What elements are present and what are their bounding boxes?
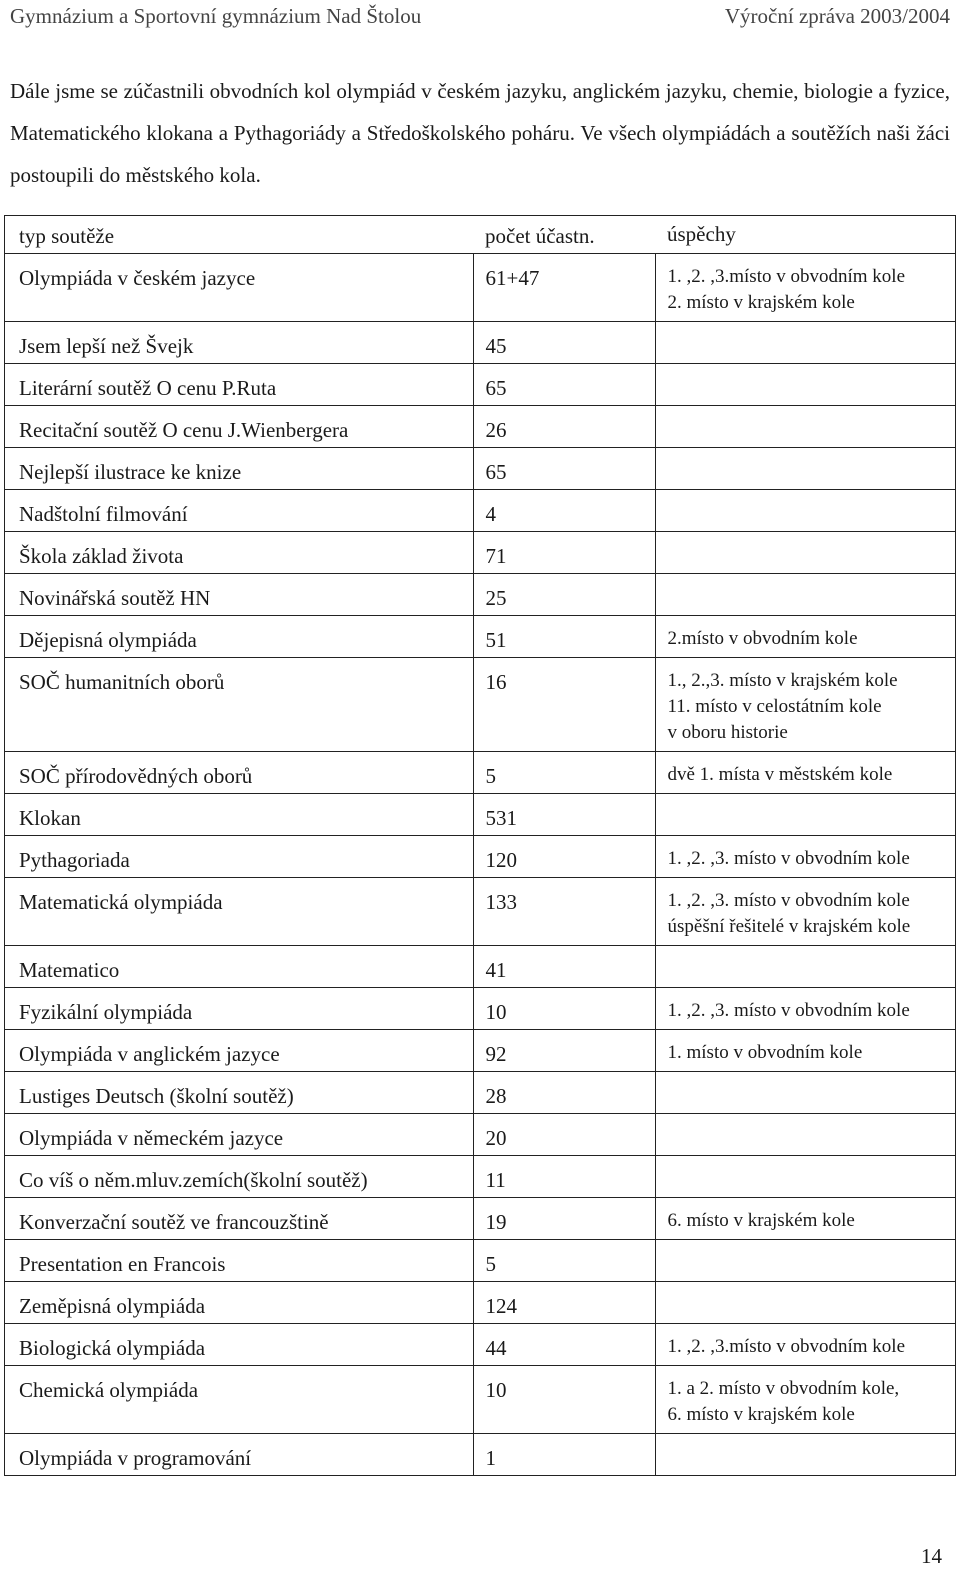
- table-row: [5, 1114, 956, 1156]
- table-row: [5, 490, 956, 532]
- competition-name: SOČ humanitních oborů: [5, 658, 474, 752]
- competition-results: [655, 1114, 956, 1156]
- table-row: [5, 448, 956, 490]
- participant-count: 26: [473, 406, 655, 448]
- competition-results: [655, 988, 956, 1030]
- result-line: 2. místo v krajském kole: [667, 292, 855, 313]
- competition-results: [655, 878, 956, 946]
- participant-count: 5: [473, 752, 655, 794]
- table-row: [5, 988, 956, 1030]
- competition-name: Chemická olympiáda: [5, 1366, 474, 1434]
- table-row: [5, 1240, 956, 1282]
- participant-count: 5: [473, 1240, 655, 1282]
- header-report: Výroční zpráva 2003/2004: [724, 4, 950, 28]
- table-row: [5, 322, 956, 364]
- competition-name: Olympiáda v programování: [5, 1434, 474, 1476]
- participant-count: 45: [473, 322, 655, 364]
- participant-count: 61+47: [473, 254, 655, 322]
- competition-name: Škola základ života: [5, 532, 474, 574]
- competition-results: [655, 946, 956, 988]
- competition-name: Klokan: [5, 794, 474, 836]
- competition-name: Dějepisná olympiáda: [5, 616, 474, 658]
- table-row: [5, 1156, 956, 1198]
- result-line: 1. ,2. ,3. místo v obvodním kole: [667, 848, 910, 869]
- header-count: počet účastn.: [473, 216, 655, 254]
- participant-count: 4: [473, 490, 655, 532]
- participant-count: 44: [473, 1324, 655, 1366]
- result-line: 1. a 2. místo v obvodním kole,: [667, 1378, 900, 1399]
- table-row: [5, 532, 956, 574]
- competition-name: Novinářská soutěž HN: [5, 574, 474, 616]
- result-line: 1. ,2. ,3. místo v obvodním kole: [667, 1000, 910, 1021]
- result-line: 11. místo v celostátním kole: [667, 696, 882, 717]
- participant-count: 11: [473, 1156, 655, 1198]
- intro-text: Dále jsme se zúčastnili obvodních kol olympiád v českém jazyku, anglickém jazyku, chemie, biologie a fyzice, Matematického klokana a Pythagoriády a Středoškolského poháru. Ve všech olympiádách a soutěžích naši žáci postoupili do městského kola.: [10, 79, 950, 187]
- table-row: [5, 1282, 956, 1324]
- competition-results: [655, 1198, 956, 1240]
- competition-results: [655, 322, 956, 364]
- competition-results: [655, 490, 956, 532]
- participant-count: 133: [473, 878, 655, 946]
- competition-name: Nejlepší ilustrace ke knize: [5, 448, 474, 490]
- competition-results: [655, 1324, 956, 1366]
- participant-count: 71: [473, 532, 655, 574]
- result-line: 1. ,2. ,3.místo v obvodním kole: [667, 1336, 905, 1357]
- header-school: Gymnázium a Sportovní gymnázium Nad Štolou: [10, 4, 422, 28]
- competition-results: [655, 254, 956, 322]
- table-row: [5, 1366, 956, 1434]
- competition-name: Pythagoriada: [5, 836, 474, 878]
- page-header: [10, 4, 950, 29]
- competition-results: [655, 1434, 956, 1476]
- competition-results: [655, 406, 956, 448]
- competition-results: [655, 658, 956, 752]
- participant-count: 25: [473, 574, 655, 616]
- competition-results: [655, 532, 956, 574]
- result-line: 2.místo v obvodním kole: [667, 628, 858, 649]
- participant-count: 10: [473, 1366, 655, 1434]
- table-row: [5, 752, 956, 794]
- participant-count: 28: [473, 1072, 655, 1114]
- competition-name: Olympiáda v německém jazyce: [5, 1114, 474, 1156]
- table-row: [5, 1198, 956, 1240]
- participant-count: 16: [473, 658, 655, 752]
- participant-count: 65: [473, 448, 655, 490]
- table-row: [5, 1030, 956, 1072]
- competition-name: Fyzikální olympiáda: [5, 988, 474, 1030]
- intro-paragraph: [10, 70, 950, 196]
- competition-results: [655, 752, 956, 794]
- result-line: 1. ,2. ,3. místo v obvodním kole: [667, 890, 910, 911]
- competition-results: [655, 1072, 956, 1114]
- table-row: [5, 254, 956, 322]
- competition-name: Co víš o něm.mluv.zemích(školní soutěž): [5, 1156, 474, 1198]
- competition-results: [655, 794, 956, 836]
- result-line: dvě 1. místa v městském kole: [667, 764, 893, 785]
- table-row: [5, 878, 956, 946]
- table-row: [5, 794, 956, 836]
- competition-name: Olympiáda v českém jazyce: [5, 254, 474, 322]
- competition-results: [655, 1156, 956, 1198]
- competition-results: [655, 1240, 956, 1282]
- competition-name: Zeměpisná olympiáda: [5, 1282, 474, 1324]
- table-row: [5, 1434, 956, 1476]
- competition-name: Biologická olympiáda: [5, 1324, 474, 1366]
- competition-name: SOČ přírodovědných oborů: [5, 752, 474, 794]
- result-line: 1. ,2. ,3.místo v obvodním kole: [667, 266, 905, 287]
- table-header-row: [5, 216, 956, 254]
- competitions-table-body: [5, 216, 956, 1476]
- result-line: v oboru historie: [667, 722, 788, 743]
- table-row: [5, 1324, 956, 1366]
- competition-name: Konverzační soutěž ve francouzštině: [5, 1198, 474, 1240]
- competition-results: [655, 448, 956, 490]
- competitions-table: [4, 215, 956, 1476]
- competition-results: [655, 1366, 956, 1434]
- table-row: [5, 406, 956, 448]
- header-type: typ soutěže: [5, 216, 474, 254]
- competition-name: Presentation en Francois: [5, 1240, 474, 1282]
- table-row: [5, 616, 956, 658]
- participant-count: 10: [473, 988, 655, 1030]
- competition-name: Nadštolní filmování: [5, 490, 474, 532]
- header-results: úspěchy: [655, 216, 956, 254]
- competition-name: Matematická olympiáda: [5, 878, 474, 946]
- competition-results: [655, 616, 956, 658]
- participant-count: 92: [473, 1030, 655, 1072]
- competition-name: Recitační soutěž O cenu J.Wienbergera: [5, 406, 474, 448]
- competition-results: [655, 574, 956, 616]
- competition-results: [655, 364, 956, 406]
- competition-name: Lustiges Deutsch (školní soutěž): [5, 1072, 474, 1114]
- page-number: 14: [921, 1544, 942, 1568]
- result-line: 6. místo v krajském kole: [667, 1404, 855, 1425]
- result-line: úspěšní řešitelé v krajském kole: [667, 916, 911, 937]
- participant-count: 531: [473, 794, 655, 836]
- result-line: 1. místo v obvodním kole: [667, 1042, 863, 1063]
- participant-count: 65: [473, 364, 655, 406]
- competition-results: [655, 836, 956, 878]
- participant-count: 20: [473, 1114, 655, 1156]
- table-row: [5, 836, 956, 878]
- table-row: [5, 658, 956, 752]
- competition-name: Jsem lepší než Švejk: [5, 322, 474, 364]
- participant-count: 41: [473, 946, 655, 988]
- competition-name: Matematico: [5, 946, 474, 988]
- participant-count: 120: [473, 836, 655, 878]
- competition-name: Olympiáda v anglickém jazyce: [5, 1030, 474, 1072]
- participant-count: 1: [473, 1434, 655, 1476]
- table-row: [5, 1072, 956, 1114]
- participant-count: 19: [473, 1198, 655, 1240]
- table-row: [5, 946, 956, 988]
- competition-results: [655, 1282, 956, 1324]
- result-line: 1., 2.,3. místo v krajském kole: [667, 670, 898, 691]
- competition-name: Literární soutěž O cenu P.Ruta: [5, 364, 474, 406]
- table-row: [5, 364, 956, 406]
- result-line: 6. místo v krajském kole: [667, 1210, 855, 1231]
- participant-count: 51: [473, 616, 655, 658]
- participant-count: 124: [473, 1282, 655, 1324]
- competition-results: [655, 1030, 956, 1072]
- table-row: [5, 574, 956, 616]
